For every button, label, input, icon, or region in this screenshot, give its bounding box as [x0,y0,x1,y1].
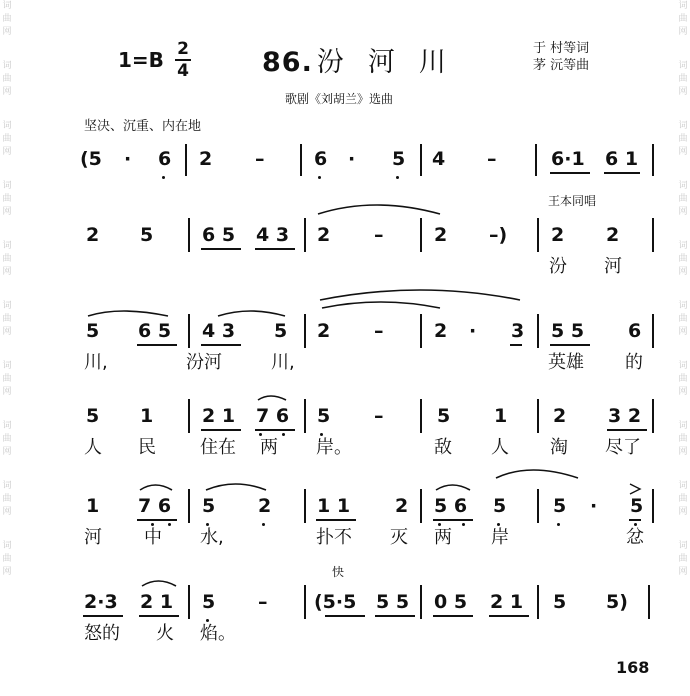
lyric: 住在 [200,437,236,458]
note-dash: – [374,320,384,342]
barline [652,399,654,433]
note: 6 [158,148,172,170]
watermark-glyph: 曲 [678,374,688,384]
lyric: 扑不 [316,527,352,548]
note: 2 [199,148,213,170]
underline [550,172,590,174]
underline [433,519,473,521]
lyric: 两 [260,437,278,458]
staff-row-2 [0,224,690,284]
lyric: 川, [271,352,295,373]
note-group: 2 1 [140,591,174,613]
watermark-glyph: 词 [2,421,12,431]
watermark-glyph: 词 [2,301,12,311]
watermark-glyph: 曲 [2,14,12,24]
lyric: 民 [138,437,156,458]
watermark-glyph: 词 [2,1,12,11]
watermark-glyph: 词 [2,61,12,71]
watermark-glyph: 网 [2,387,12,397]
watermark-glyph: 网 [678,567,688,577]
lyric: 岸。 [316,437,352,458]
watermark-glyph: 词 [678,1,688,11]
low-octave-dot [282,433,285,436]
underline [433,615,473,617]
underline [489,615,529,617]
underline [550,344,590,346]
note: 1 [86,495,100,517]
note: 2 [395,495,409,517]
barline [304,314,306,348]
watermark-glyph: 网 [678,87,688,97]
underline [201,248,241,250]
watermark-glyph: 词 [2,181,12,191]
low-octave-dot [634,523,637,526]
watermark-glyph: 网 [678,207,688,217]
note-group: 2 1 [202,405,236,427]
watermark-glyph: 网 [2,267,12,277]
underline [325,615,365,617]
watermark-glyph: 词 [678,241,688,251]
note-dot: · [469,320,477,342]
barline [537,314,539,348]
barline [420,585,422,619]
watermark-glyph: 网 [678,387,688,397]
watermark-glyph: 曲 [2,314,12,324]
note-dash: – [255,148,265,170]
watermark-glyph: 曲 [678,194,688,204]
note-group: 2 1 [490,591,524,613]
time-signature [175,40,191,80]
note-group: 6·1 [551,148,585,170]
watermark-glyph: 网 [678,327,688,337]
note-group: 4 3 [202,320,236,342]
slur [258,396,286,400]
watermark-glyph: 网 [678,267,688,277]
note: 2 [434,320,448,342]
note: 6 [314,148,328,170]
staff-row-1 [0,148,690,188]
low-octave-dot [462,523,465,526]
lyricist: 于 村等词 [533,41,590,56]
note-dot: · [348,148,356,170]
underline [629,519,641,521]
time-denominator: 4 [177,61,189,81]
note: 2 [606,224,620,246]
watermark-glyph: 词 [2,481,12,491]
watermark-glyph: 网 [2,507,12,517]
watermark-glyph: 网 [2,567,12,577]
barline [537,585,539,619]
staff-row-4 [0,405,690,465]
barline [537,489,539,523]
low-octave-dot [318,176,321,179]
watermark-glyph: 词 [678,181,688,191]
underline [201,429,241,431]
barline [188,585,190,619]
note-dash: – [487,148,497,170]
watermark-glyph: 曲 [678,554,688,564]
note: 5 [493,495,507,517]
note: 2 [86,224,100,246]
slur [88,311,168,316]
note: 1 [494,405,508,427]
watermark-glyph: 词 [2,361,12,371]
note: 5 [553,495,567,517]
barline [420,489,422,523]
source-note: 歌剧《刘胡兰》选曲 [285,92,394,106]
slur [218,311,285,316]
lyric: 川, [84,352,108,373]
note-dot: · [590,495,598,517]
barline [188,489,190,523]
lyric: 敌 [434,437,452,458]
note: 6 [628,320,642,342]
credits [533,40,589,74]
watermark-glyph: 词 [678,361,688,371]
underline [255,248,295,250]
lyric: 中 [144,527,162,548]
slur [320,290,520,300]
barline [304,585,306,619]
watermark-glyph: 曲 [2,254,12,264]
barline [420,218,422,252]
underline [604,172,640,174]
barline [652,314,654,348]
watermark-glyph: 网 [2,87,12,97]
watermark-glyph: 网 [678,27,688,37]
page-number: 168 [616,658,650,677]
note-group: 5 5 [551,320,585,342]
watermark-glyph: 曲 [678,494,688,504]
barline [304,489,306,523]
note: 2 [551,224,565,246]
note-group: 6 5 [138,320,172,342]
watermark-glyph: 网 [2,447,12,457]
note: 2 [434,224,448,246]
watermark-glyph: 网 [2,207,12,217]
slur [206,484,266,490]
note: 5 [86,405,100,427]
slur [436,485,470,490]
underline [316,519,356,521]
barline [300,144,302,176]
barline [537,399,539,433]
note: 5 [553,591,567,613]
low-octave-dot [168,523,171,526]
low-octave-dot [557,523,560,526]
watermark-glyph: 曲 [678,254,688,264]
low-octave-dot [320,433,323,436]
low-octave-dot [151,523,154,526]
underline [255,429,295,431]
watermark-glyph: 曲 [2,74,12,84]
note: 3 [511,320,525,342]
note: 5 [630,495,644,517]
watermark-glyph: 词 [678,301,688,311]
watermark-glyph: 曲 [678,14,688,24]
low-octave-dot [206,619,209,622]
composer: 茅 沅等曲 [533,58,590,73]
low-octave-dot [206,523,209,526]
note: 2 [258,495,272,517]
watermark-glyph: 词 [678,481,688,491]
watermark-glyph: 词 [678,541,688,551]
note-dash: – [374,405,384,427]
time-numerator: 2 [177,39,189,59]
key-signature: 1=B [118,48,164,72]
note: 5 [317,405,331,427]
underline [201,344,241,346]
watermark-glyph: 网 [678,447,688,457]
watermark-glyph: 曲 [2,374,12,384]
note-dash: –) [489,224,508,246]
watermark-glyph: 网 [2,147,12,157]
staff-row-5 [0,495,690,555]
watermark-glyph: 曲 [678,314,688,324]
lyric: 汾 [549,256,567,277]
song-number: 86. [262,47,313,78]
barline [188,218,190,252]
watermark-glyph: 网 [678,147,688,157]
note-group: 4 3 [256,224,290,246]
note: 1 [140,405,154,427]
underline [375,615,415,617]
watermark-glyph: 词 [2,241,12,251]
barline [652,218,654,252]
lyric: 人 [491,437,509,458]
lyric: 汾河 [186,352,222,373]
lyric: 两 [434,527,452,548]
lyric: 的 [625,352,643,373]
accent [630,484,640,494]
note-group: 5 6 [434,495,468,517]
staff-row-3 [0,320,690,380]
underline [137,519,177,521]
lyric: 河 [604,256,622,277]
barline [420,314,422,348]
note-dash: – [374,224,384,246]
note: 5 [86,320,100,342]
note-group: 5 5 [376,591,410,613]
song-name: 汾河川 [316,47,470,78]
watermark-glyph: 曲 [2,134,12,144]
low-octave-dot [396,176,399,179]
note-dot: · [124,148,132,170]
watermark-glyph: 曲 [2,194,12,204]
barline [304,399,306,433]
note-group: 6 1 [605,148,639,170]
barline [648,585,650,619]
lyric: 尽了 [605,437,641,458]
note-group: 7 6 [256,405,290,427]
low-octave-dot [162,176,165,179]
note: 5 [392,148,406,170]
underline [607,429,647,431]
note-group: 1 1 [317,495,351,517]
tempo-marking: 坚决、沉重、内在地 [84,119,202,134]
watermark-glyph: 网 [678,507,688,517]
slur [142,581,176,586]
watermark-glyph: 词 [678,421,688,431]
low-octave-dot [262,523,265,526]
watermark-glyph: 曲 [2,494,12,504]
barline [185,144,187,176]
barline [652,144,654,176]
tempo-fast-marking: 快 [332,565,345,579]
lyric: 怒的 [84,623,120,644]
underline [139,615,179,617]
note-group: (5·5 [314,591,357,613]
slur [496,470,578,478]
watermark-glyph: 词 [678,61,688,71]
lyric: 火 [156,623,174,644]
watermark-glyph: 词 [678,121,688,131]
note: 2 [317,224,331,246]
watermark-glyph: 词 [2,541,12,551]
watermark-glyph: 网 [2,327,12,337]
barline [304,218,306,252]
lyric: 岸 [491,527,509,548]
barline [420,144,422,176]
underline [510,344,522,346]
lyric: 水, [200,527,224,548]
watermark-glyph: 曲 [678,434,688,444]
note-group: 3 2 [608,405,642,427]
lyric: 人 [84,437,102,458]
watermark-glyph: 曲 [678,134,688,144]
note-group: 6 5 [202,224,236,246]
lyric: 灭 [390,527,408,548]
low-octave-dot [438,523,441,526]
low-octave-dot [497,523,500,526]
note-group: 2·3 [84,591,118,613]
note: 2 [317,320,331,342]
barline [188,399,190,433]
watermark-glyph: 曲 [678,74,688,84]
barline [537,218,539,252]
lyric: 英雄 [548,352,584,373]
lyric: 河 [84,527,102,548]
barline [652,489,654,523]
slur [318,205,440,214]
note: (5 [80,148,102,170]
note: 5 [140,224,154,246]
underline [137,344,177,346]
note: 5 [437,405,451,427]
lyric: 忿 [626,527,644,548]
song-title [262,40,470,79]
slur [322,302,440,308]
lyric: 焰。 [200,623,236,644]
note: 5 [274,320,288,342]
barline [535,144,537,176]
note-dash: – [258,591,268,613]
solo-marking: 王本同唱 [548,194,597,208]
watermark-glyph: 曲 [2,434,12,444]
note-group: 0 5 [434,591,468,613]
note-group: 7 6 [138,495,172,517]
note: 5 [202,591,216,613]
note: 5) [606,591,628,613]
lyric: 淘 [550,437,568,458]
barline [188,314,190,348]
note: 5 [202,495,216,517]
watermark-glyph: 词 [2,121,12,131]
note: 4 [432,148,446,170]
staff-row-6 [0,591,690,651]
note: 2 [553,405,567,427]
underline [83,615,123,617]
watermark-glyph: 网 [2,27,12,37]
slur [140,485,172,490]
low-octave-dot [259,433,262,436]
watermark-glyph: 曲 [2,554,12,564]
barline [420,399,422,433]
